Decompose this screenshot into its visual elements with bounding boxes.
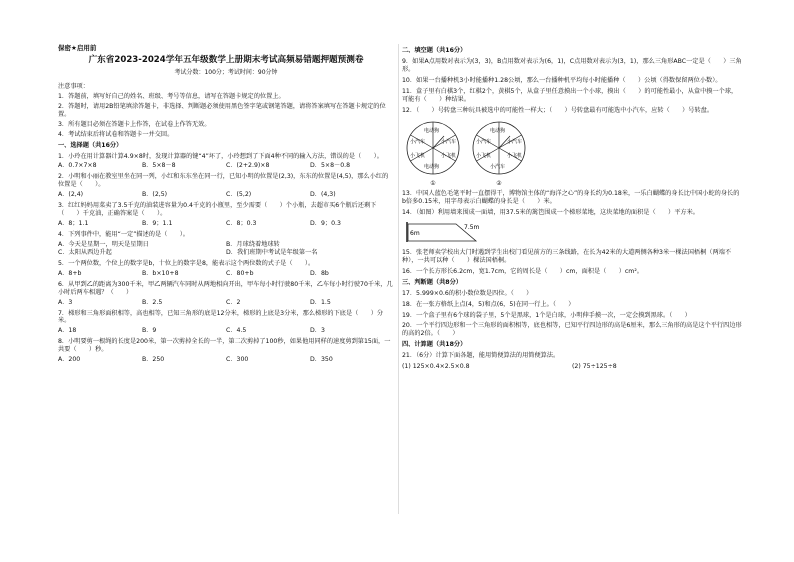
q3-option-b: B．9；1.1 [142, 220, 173, 228]
spinner-2-sector-6: 小汽车 [476, 138, 492, 145]
question-3: 3．红红妈妈用菜卖了3.5千克的油装进容量为0.4千克的小瓶里，至少需要（ ）个小瓶，去超市买6个瓶后还剩下（ ）千克油，正确答案是（ ）。 [58, 202, 377, 218]
section-fill: 二、填空题（共16分） [402, 47, 467, 54]
spinner-2-sector-2: 小汽车 [507, 138, 523, 145]
q1-option-c: C．(2+2.9)×8 [226, 162, 270, 170]
q4-option-d: D．我们班期中考试是年级第一名 [226, 248, 318, 256]
question-19: 19．一个盒子里有6个球的袋子里，5个是黑球，1个是白球，小明伸手摸一次，一定会摸到黑球。（ ） [402, 311, 691, 319]
q7-option-d: D．3 [310, 327, 325, 335]
calc-item-2: (2) 75÷125÷8 [572, 363, 617, 371]
q6-option-c: C．2 [226, 298, 241, 306]
trapezoid-graphic [406, 221, 496, 243]
q5-option-d: D．8b [310, 269, 329, 277]
q3-option-d: D．9；0.3 [310, 220, 341, 228]
question-21: 21．（6分）计算下面各题，能用简便算法的用简便算法。 [402, 352, 560, 360]
spinner-2-sector-4: 小汽车 [490, 163, 506, 170]
trapezoid-figure [406, 221, 742, 246]
calc-item-1: (1) 125×0.4×2.5×0.8 [402, 363, 470, 371]
column-divider [398, 44, 399, 514]
question-13: 13．中国人蓝色毛笔平时一直摆得干，博物馆主体的“海洋之心”的身长约为0.18米，一乐白蝴蝶的身长比中国小蛇的身长的b倍多0.15米，用字母表示白蝴蝶的身长是（ ）米。 [402, 190, 740, 206]
q2-option-d: D．(4,3) [310, 191, 336, 199]
q3-option-a: A．8；1.1 [58, 220, 89, 228]
question-6: 6．从甲到乙的距离为300千米，甲乙两辆汽车同时从两地相向开出，甲车每小时行驶80千米，乙车每小时行驶70千米，几小时后两车相遇？（ ） [58, 280, 393, 296]
q2-option-c: C．(5,2) [226, 191, 252, 199]
question-5: 5．一个两位数，个位上的数字是b，十位上的数字是8，能表示这个两位数的式子是（ ）。 [58, 259, 315, 267]
right-column [402, 44, 742, 371]
q1-option-a: A．0.7×7×8 [58, 162, 97, 170]
q6-options [58, 299, 394, 307]
spinner-1-sector-1: 电动狗 [424, 127, 440, 134]
spinner-1 [404, 119, 462, 188]
spinner-1-sector-6: 小汽车 [410, 138, 426, 145]
spinner-2 [470, 119, 528, 188]
q8-option-b: B．250 [142, 356, 165, 364]
spinner-2-sector-3: 小飞机 [507, 152, 523, 159]
q6-option-a: A．3 [58, 298, 73, 306]
note-1: 1．答题前，填写好自己的姓名、班级、考号等信息，请写在答题卡规定的位置上。 [58, 92, 285, 100]
notes-title: 注意事项： [58, 82, 89, 90]
note-2: 2．答题时，请用2B铅笔填涂答题卡，非选择、判断题必须使用黑色签字笔或钢笔答题，请将答案填写在答题卡规定的位置。 [58, 102, 386, 118]
spinner-1-caption: ① [430, 179, 436, 187]
question-7: 7．梯形和三角形面积相等，高也相等，已知三角形的底是12分米，梯形的上底是3分米，那么梯形的下底是（ ）分米。 [58, 309, 384, 325]
spinner-2-sector-1: 电动狗 [490, 127, 506, 134]
question-10: 10．如果一台播种机3小时能播种1.28公顷，那么一台播种机平均每小时能播种（ ）公顷（得数保留两位小数）。 [402, 76, 722, 84]
q5-options [58, 270, 394, 278]
question-12: 12．（ ）号转盘三种玩具被选中的可能性一样大；（ ）号转盘最有可能选中小汽车，应转（ ）号转盘。 [402, 106, 714, 114]
q5-option-b: B．b×10+8 [142, 269, 179, 277]
q7-option-c: C．4.5 [226, 327, 247, 335]
spinner-2-caption: ② [496, 179, 502, 187]
calc-items [402, 363, 742, 371]
q7-option-b: B．9 [142, 327, 157, 335]
q8-option-a: A．200 [58, 356, 81, 364]
q4-option-a: A．今天是星期一，明天是星期日 [58, 240, 149, 248]
secret-label: 保密★启用前 [58, 44, 97, 52]
question-18: 18．在一张方格纸上点(4，5)和点(6，5)在同一行上。（ ） [402, 300, 575, 308]
q2-option-b: B．(2,5) [142, 191, 168, 199]
q4-option-b: B．月球绕着地球转 [226, 240, 280, 248]
q7-options [58, 327, 394, 335]
q2-options [58, 191, 394, 199]
trapezoid-top-label: 7.5m [464, 223, 480, 231]
question-1: 1．小玲在用计算器计算4.9×8时，发现计算器的键“4”坏了，小玲想到了下面4种不同的输入方法，错误的是（ ）。 [58, 152, 383, 160]
q7-option-a: A．18 [58, 327, 77, 335]
question-11: 11．盒子里有白棋3个，红棋2个，黄棋5个，从盒子里任意摸出一个小球，摸出（ ）的可能性最小，从盒中摸一个球，可能有（ ）种结果。 [402, 87, 738, 103]
q8-option-d: D．350 [310, 356, 333, 364]
spinner-2-graphic [470, 119, 528, 177]
q1-option-b: B．5×8－8 [142, 162, 176, 170]
q3-option-c: C．8；0.3 [226, 220, 257, 228]
q8-options [58, 356, 394, 364]
exam-title: 广东省2023-2024学年五年级数学上册期末考试高频易错题押题预测卷 [88, 55, 364, 66]
q5-option-a: A．8+b [58, 269, 82, 277]
q3-options [58, 220, 394, 228]
spinner-2-sector-5: 小飞机 [476, 152, 492, 159]
question-8: 8．小明要剪一根绳的长度是200米，第一次剪掉全长的一半，第二次剪掉了100秒，如果他用同样的速度剪到第15面，一共要（ ）秒。 [58, 338, 391, 354]
section-choice: 一、选择题（共16分） [58, 141, 123, 149]
trapezoid-side-label: 6m [410, 229, 420, 237]
q6-option-b: B．2.5 [142, 298, 163, 306]
spinner-figures [404, 119, 742, 188]
q4-option-c: C．太阳从西边升起 [58, 248, 112, 256]
question-14: 14．（如图）利用墙来围成一面墙，用37.5米的篱笆围成一个梯形菜地，这块菜地的面积是（ ）平方米。 [402, 209, 699, 217]
spinner-1-sector-4: 电动狗 [424, 163, 440, 170]
question-2: 2．小明和小丽在教室里坐在同一列，小红和东东坐在同一行，已知小明的位置是(2,3)，东东的位置是(4,5)，那么小红的位置是（ ）。 [58, 173, 389, 189]
spinner-1-sector-2: 小汽车 [441, 138, 457, 145]
spinner-1-graphic [404, 119, 462, 177]
q1-option-d: D．5×8－0.8 [310, 162, 351, 170]
question-9: 9．如果A点用数对表示为(3，3)，B点用数对表示为(6，1)，C点用数对表示为(3，1)，那么三角形ABC一定是（ ）三角形。 [402, 57, 742, 73]
q5-option-c: C．80+b [226, 269, 254, 277]
left-column [58, 44, 394, 364]
section-calc: 四、计算题（共18分） [402, 341, 467, 349]
question-4: 4．下列事件中，能用“一定”描述的是（ ）。 [58, 231, 189, 239]
q6-option-d: D．1.5 [310, 298, 331, 306]
q1-options [58, 162, 394, 170]
spinner-1-sector-3: 小飞机 [441, 152, 457, 159]
q4-options [58, 241, 394, 257]
section-judge: 三、判断题（共8分） [402, 278, 462, 286]
note-3: 3．所有题目必须在答题卡上作答，在试卷上作答无效。 [58, 120, 211, 128]
question-15: 15．张老师卖学校出大门时遇到学生出校门看见前方的三条线路，在长为42米的大道两侧各种3米一棵法国梧桐（两端不种），一共可以种（ ）棵法国梧桐。 [402, 248, 732, 264]
q2-option-a: A．(2,4) [58, 191, 84, 199]
note-4: 4．考试结束后将试卷和答题卡一并交回。 [58, 130, 174, 138]
q8-option-c: C．300 [226, 356, 249, 364]
spinner-1-sector-5: 小飞机 [410, 152, 426, 159]
question-20: 20．一个平行四边形和一个三角形的面积相等，底也相等，已知平行四边形的高是6厘米，那么三角形的高是这个平行四边形的高的2倍。（ ） [402, 322, 742, 338]
question-17: 17．5.999×0.6的积小数位数是四位。（ ） [402, 289, 533, 297]
question-16: 16．一个长方形长6.2cm，宽1.7cm，它的周长是（ ）cm，面积是（ ）cm²。 [402, 267, 643, 275]
exam-meta: 考试分数：100分；考试时间：90分钟 [174, 69, 278, 77]
